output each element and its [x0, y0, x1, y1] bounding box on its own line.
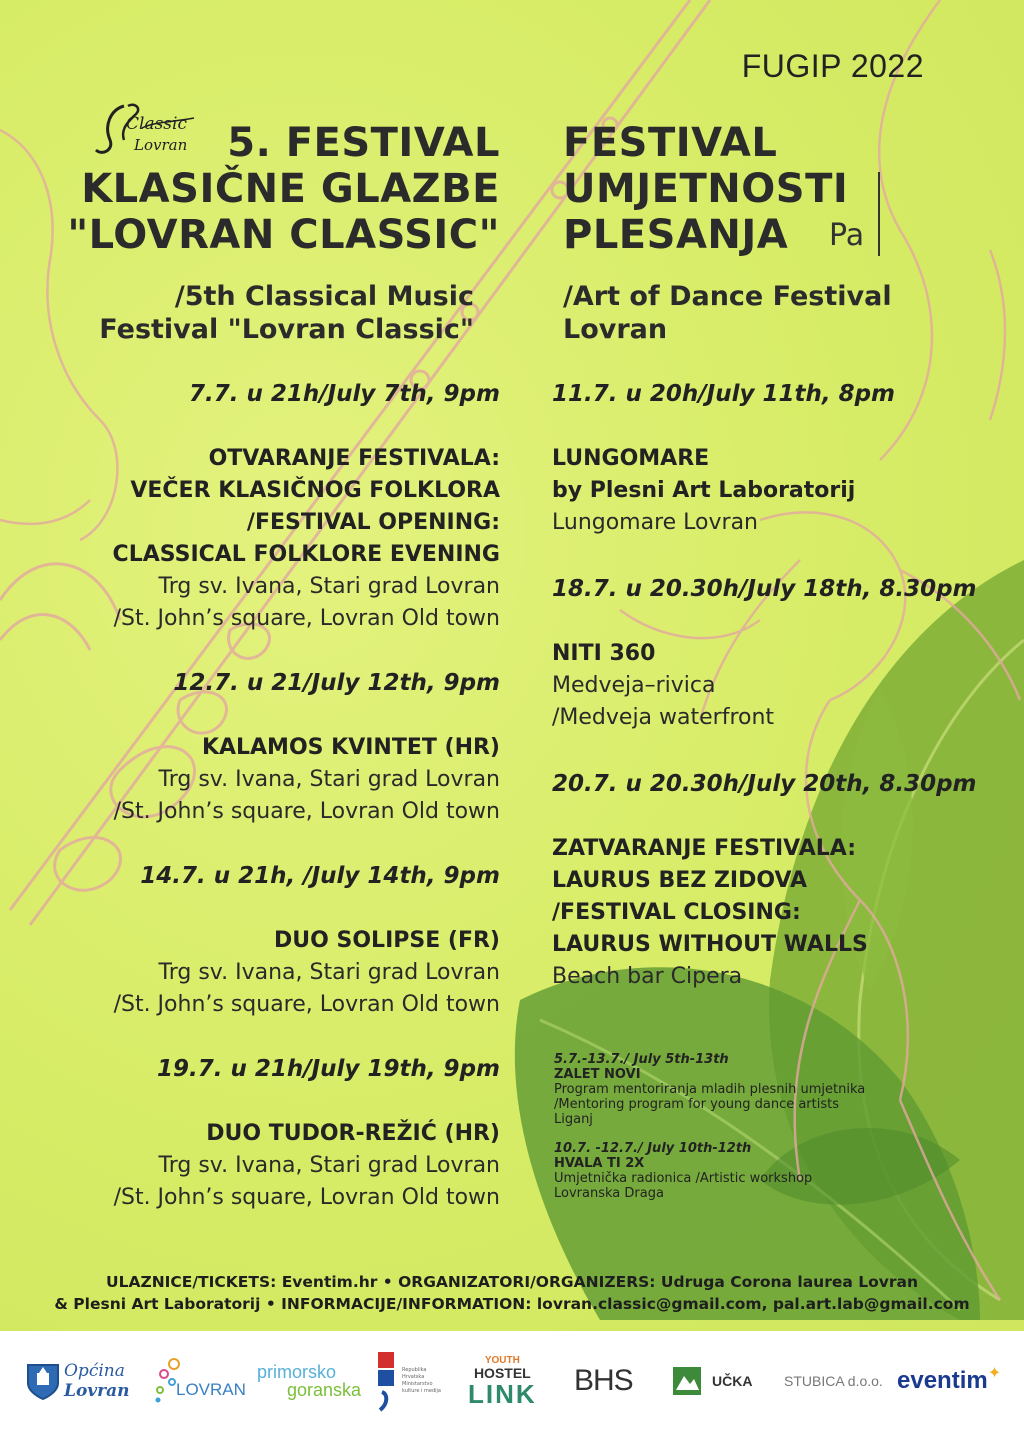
event-title: KALAMOS KVINTET (HR) [201, 735, 500, 760]
event-title: NITI 360 [552, 641, 656, 666]
event-venue: /St. John’s square, Lovran Old town [113, 799, 500, 824]
event-title: LUNGOMARE [552, 446, 710, 471]
event-venue: Trg sv. Ivana, Stari grad Lovran [158, 767, 500, 792]
event-date: 7.7. u 21h/July 7th, 9pm [188, 381, 500, 407]
event-title: OTVARANJE FESTIVALA: [208, 446, 500, 471]
event-date: 19.7. u 21h/July 19th, 9pm [156, 1056, 500, 1082]
title-line: FESTIVAL [563, 120, 778, 166]
lovran-brand-text: LOVRAN [176, 1380, 246, 1399]
event-title: VEČER KLASIČNOG FOLKLORA [130, 478, 500, 503]
event-venue: /St. John’s square, Lovran Old town [113, 992, 500, 1017]
event-venue: /St. John’s square, Lovran Old town [113, 606, 500, 631]
side-event-line: /Mentoring program for young dance artists [554, 1097, 840, 1112]
subtitle-line: Festival "Lovran Classic" [99, 314, 474, 345]
hostel-text: HOSTEL [473, 1365, 531, 1381]
title-line: KLASIČNE GLAZBE [81, 166, 500, 212]
event-date: 11.7. u 20h/July 11th, 8pm [552, 381, 896, 407]
event-title: LAURUS WITHOUT WALLS [552, 932, 868, 957]
pal-logo-text: Pa [829, 218, 865, 253]
event-venue: /St. John’s square, Lovran Old town [113, 1185, 500, 1210]
lovran-classic-title [67, 120, 500, 258]
subtitle-line: /Art of Dance Festival [563, 281, 892, 312]
side-event-title: ZALET NOVI [554, 1067, 641, 1082]
event-item [552, 573, 1002, 734]
event-title: LAURUS BEZ ZIDOVA [552, 868, 808, 893]
primorsko-goranska-logo [257, 1331, 361, 1431]
croatian-flag-icon [376, 1350, 398, 1412]
event-date: 20.7. u 20.30h/July 20th, 8.30pm [552, 771, 977, 797]
subtitle-line: Lovran [563, 314, 668, 345]
stubica-text: STUBICA d.o.o. [784, 1373, 883, 1389]
event-item [20, 667, 500, 828]
event-item [20, 1053, 500, 1214]
ministry-of-culture-logo [376, 1331, 448, 1431]
youth-hostel-link-logo [468, 1331, 537, 1431]
event-title: /FESTIVAL CLOSING: [552, 900, 801, 925]
event-item [20, 378, 500, 635]
opcina-text: Općina [64, 1361, 125, 1381]
coat-of-arms-icon [26, 1361, 60, 1401]
primorsko-text: primorsko [257, 1362, 337, 1382]
fugip-year-label: FUGIP 2022 [741, 48, 924, 84]
bhs-logo [574, 1331, 633, 1431]
lovran-logo-text: Lovran [134, 136, 188, 154]
lovran-text: Lovran [64, 1381, 130, 1401]
event-venue: /Medveja waterfront [552, 705, 775, 730]
eventim-logo [897, 1331, 1001, 1431]
title-line: 5. FESTIVAL [227, 120, 500, 166]
subtitle-line: /5th Classical Music [174, 281, 474, 312]
plesni-art-laboratorij-logo [827, 170, 889, 258]
side-event-date: 10.7. -12.7./ July 10th-12th [554, 1141, 752, 1156]
event-date: 18.7. u 20.30h/July 18th, 8.30pm [552, 576, 977, 602]
event-venue: Trg sv. Ivana, Stari grad Lovran [158, 1153, 500, 1178]
event-title: DUO SOLIPSE (FR) [274, 928, 500, 953]
side-event-line: Liganj [554, 1112, 593, 1127]
side-event-date: 5.7.-13.7./ July 5th-13th [554, 1052, 729, 1067]
goranska-text: goranska [287, 1380, 362, 1400]
star-icon: ✦ [987, 1362, 1002, 1382]
lovran-tourism-logo [152, 1331, 246, 1431]
mountain-icon [672, 1366, 702, 1396]
title-line: PLESANJA [563, 212, 789, 258]
lovran-classic-program [20, 378, 500, 1214]
event-item [552, 768, 1002, 993]
event-date: 12.7. u 21/July 12th, 9pm [173, 670, 500, 696]
lovran-classic-subtitle [99, 280, 474, 346]
event-item [20, 860, 500, 1021]
footer-line: & Plesni Art Laboratorij • INFORMACIJE/INFORMATION: lovran.classic@gmail.com, pal.art.lab@gmail.com [54, 1295, 970, 1313]
stubica-logo [784, 1331, 883, 1431]
title-line: UMJETNOSTI [563, 166, 849, 212]
side-event-item [554, 1052, 914, 1127]
dance-festival-program [552, 378, 1002, 993]
event-venue: Beach bar Cipera [552, 964, 743, 989]
ministry-text: Republika Hrvatska Ministarstvo kulture i medija [402, 1367, 441, 1394]
ucka-text: UČKA [712, 1373, 753, 1389]
eventim-text: eventim [897, 1367, 988, 1394]
event-venue: Trg sv. Ivana, Stari grad Lovran [158, 960, 500, 985]
event-item [552, 378, 1002, 539]
title-line: "LOVRAN CLASSIC" [67, 212, 500, 258]
side-event-title: HVALA TI 2X [554, 1156, 645, 1171]
dance-festival-title [563, 120, 848, 258]
event-title: DUO TUDOR-REŽIĆ (HR) [206, 1121, 500, 1146]
sponsor-logo-bar [0, 1331, 1024, 1431]
event-title: by Plesni Art Laboratorij [552, 478, 856, 503]
event-venue: Lungomare Lovran [552, 510, 759, 535]
link-text: LINK [468, 1379, 537, 1409]
event-venue: Medveja–rivica [552, 673, 716, 698]
side-event-line: Umjetnička radionica /Artistic workshop [554, 1171, 813, 1186]
event-venue: Trg sv. Ivana, Stari grad Lovran [158, 574, 500, 599]
side-event-item [554, 1141, 914, 1201]
dance-festival-subtitle [563, 280, 892, 346]
youth-text: YOUTH [484, 1355, 520, 1366]
ucka-nature-park-logo [672, 1331, 752, 1431]
side-event-line: Lovranska Draga [554, 1186, 664, 1201]
event-title: CLASSICAL FOLKLORE EVENING [112, 542, 500, 567]
opcina-lovran-logo [26, 1331, 130, 1431]
tickets-and-organizers-info [0, 1271, 1024, 1315]
side-program [554, 1052, 914, 1201]
event-title: /FESTIVAL OPENING: [246, 510, 500, 535]
bhs-text: BHS [574, 1364, 633, 1397]
event-title: ZATVARANJE FESTIVALA: [552, 836, 856, 861]
event-date: 14.7. u 21h, /July 14th, 9pm [140, 863, 500, 889]
footer-line: ULAZNICE/TICKETS: Eventim.hr • ORGANIZATORI/ORGANIZERS: Udruga Corona laurea Lovran [106, 1273, 918, 1291]
classic-logo-text: Classic [126, 114, 187, 134]
side-event-line: Program mentoriranja mladih plesnih umjetnika [554, 1082, 866, 1097]
